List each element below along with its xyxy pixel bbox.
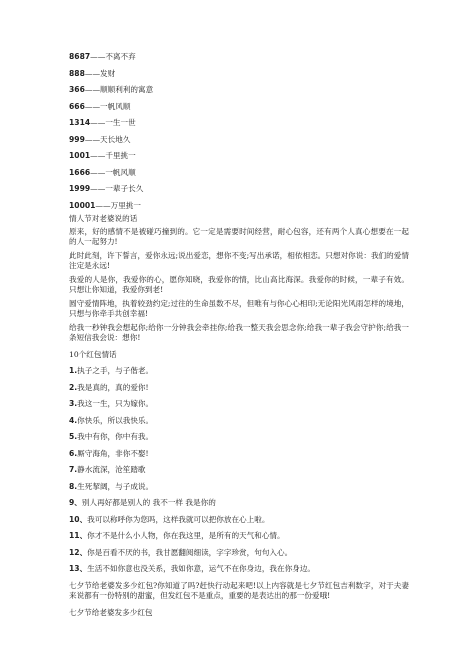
- list-item-4: 5.我中有你，你中有我。: [69, 432, 154, 441]
- paragraph-4: 给我一秒钟我会想起你;给你一分钟我会牵挂你;给我一整天我会思念你;给我一辈子我会守护你;给我一条短信我会说：想你!: [69, 322, 409, 342]
- list-item-7: 8.生死挈阔，与子成说。: [69, 481, 154, 491]
- list-item-0: 1.执子之手，与子偕老。: [69, 366, 154, 375]
- paragraph-1: 此时此刻，许下誓言，爱你永远;说出爱恋，想你不变;写出承诺，相依相恋。只想对你说：我们的爱情注定是永远!: [69, 250, 409, 270]
- list-item-5: 6.厮守海角，非你不娶!: [69, 448, 149, 458]
- document-page: [69, 52, 409, 618]
- code-item-8: 1999——一辈子长久: [69, 184, 144, 193]
- code-item-5: 999——天长地久: [69, 134, 131, 144]
- paragraph-0: 原来，好的感情不是被碰巧撞到的。它一定是需要时间经营，耐心包容，还有两个人真心想要在一起的人一起努力!: [69, 226, 409, 246]
- valentine-paragraphs: [69, 227, 409, 344]
- paragraph-3: 圆守爱情阵地，执着较劲约定;过往的生命虽数不尽，但唯有与你心心相印;无论阳光风雨怎样的境地，只想与你牵手共创幸福!: [69, 298, 409, 318]
- number-code-list: [69, 52, 409, 211]
- list-item-10: 11、你才不是什么小人物，你在我这里，是所有的天气和心情。: [69, 531, 285, 540]
- section-title-valentine: 情人节对老婆说的话: [69, 214, 138, 223]
- closing-paragraph: 七夕节给老婆发多少红包?你知道了吗?赶快行动起来吧!以上内容就是七夕节红包吉利数字，对于夫妻来说都有一份特别的甜蜜，但发红包不是重点，重要的是表达出的那一份爱哦!: [69, 580, 409, 600]
- list-item-8: 9、别人再好都是别人的 我不一样 我是你的: [69, 498, 216, 507]
- closing-title: 七夕节给老婆发多少红包: [69, 607, 153, 617]
- code-item-9: 10001——万里挑一: [69, 200, 141, 210]
- list-item-11: 12、你是百看不厌的书，我甘愿翻阅细读，字字珍赏，句句入心。: [69, 547, 293, 557]
- code-item-4: 1314——一生一世: [69, 118, 136, 127]
- list-item-9: 10、我可以称呼你为您吗，这样我就可以把你放在心上啦。: [69, 514, 270, 524]
- code-item-1: 888——发财: [69, 68, 116, 78]
- list-item-3: 4.你快乐，所以我快乐。: [69, 415, 154, 425]
- list-item-12: 13、生活不如你意也没关系，我如你意，运气不在你身边，我在你身边。: [69, 564, 315, 573]
- list-item-2: 3.我这一生，只为嫁你。: [69, 399, 154, 408]
- code-item-3: 666——一帆风顺: [69, 101, 131, 111]
- section-title-red-envelope: 10个红包情话: [69, 349, 117, 359]
- list-item-1: 2.我是真的，真的爱你!: [69, 382, 149, 392]
- code-item-7: 1666——一帆风顺: [69, 167, 136, 177]
- code-item-6: 1001——千里挑一: [69, 151, 136, 160]
- code-item-0: 8687——不离不弃: [69, 52, 136, 61]
- paragraph-2: 我爱的人是你，我爱你的心，愿你知晓，我爱你的情，比山高比海深。我爱你的时候，一辈子有效。只想让你知道，我爱你到老!: [69, 274, 409, 294]
- love-words-list: [69, 366, 409, 575]
- list-item-6: 7.静水流深，沧笙踏歌: [69, 465, 146, 474]
- code-item-2: 366——顺顺利利的寓意: [69, 85, 154, 94]
